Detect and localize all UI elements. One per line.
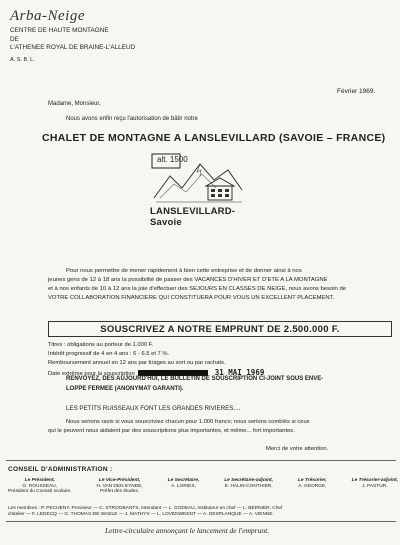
logo-altitude: alt. 1500 <box>157 155 188 164</box>
role-title: Le Trésorier, <box>297 478 327 483</box>
asbl-label: A. S. B. L. <box>10 57 35 63</box>
letter-date: Février 1969. <box>337 88 376 95</box>
board-role <box>352 478 398 495</box>
salutation: Madame, Monsieur, <box>48 101 101 107</box>
role-name: E. HALIN-CONTHIER, <box>224 483 273 489</box>
figure-caption: Lettre-circulaire annonçant le lancement de l'emprunt. <box>105 526 270 535</box>
role-name: J. PASTUR. <box>362 483 388 489</box>
role-title: Le Secrétaire-adjoint, <box>224 478 273 483</box>
instruction-line: RENVOYEZ, DES AUJOURD'HUI, LE BULLETIN DE SOUSCRIPTION CI-JOINT SOUS ENVE- <box>66 376 324 382</box>
closing-paragraph <box>48 418 388 436</box>
members-line: d'atelier — F. LEDECQ — G. THOMAS-DE WAELE — J. MATHYS — L. LOVENWEENT — A. DESPLANQUE — A. VIENNE. <box>8 511 274 517</box>
letterhead-line: L'ATHENEE ROYAL DE BRAINE-L'ALLEUD <box>10 44 136 52</box>
term-line: Remboursement annuel en 12 ans par tirages au sort ou par rachats. <box>48 360 226 366</box>
divider <box>6 460 396 461</box>
logo-name: LANSLEVILLARD-Savoie <box>150 206 236 228</box>
board-heading: CONSEIL D'ADMINISTRATION : <box>8 466 113 473</box>
role-note: Préfet des études. <box>100 489 140 495</box>
role-title: Le Trésorier-adjoint, <box>351 478 398 483</box>
letterhead-line: CENTRE DE HAUTE MONTAGNE <box>10 27 109 34</box>
role-title: Le Vice-Président, <box>98 478 141 483</box>
chalet-title: CHALET DE MONTAGNE A LANSLEVILLARD (SAVOIE – FRANCE) <box>42 132 386 144</box>
closing-line: qui le peuvent nous aidaient par des souscriptions plus importantes, et même... fort importantes. <box>48 428 295 434</box>
board-members <box>8 506 396 518</box>
role-name: A. LORIES, <box>171 483 196 489</box>
loan-terms <box>48 341 264 379</box>
paragraph-line: et à nos enfants de 10 à 12 ans la joie d'effectuer des SEJOURS EN CLASSES DE NEIGE, nous avons besoin de <box>48 286 347 292</box>
proverb: LES PETITS RUISSEAUX FONT LES GRANDES RIVIERES.... <box>66 405 241 412</box>
letterhead-lines <box>10 27 135 53</box>
members-line: Les membres : P. PECHENY, Proviseur — C. STROOBANTS, Intendant — L. GODEAU, Instituteur en chef — L. BERNIER, Chef <box>8 506 283 511</box>
term-line: Titres : obligations au porteur de 1.000 F. <box>48 342 154 348</box>
role-title: Le Président, <box>24 478 55 483</box>
lanslevillard-logo <box>150 146 245 226</box>
return-instruction <box>66 375 396 394</box>
board-role <box>96 478 142 495</box>
board-role <box>298 478 327 495</box>
paragraph-line: VOTRE COLLABORATION FINANCIERE QUI CONSTITUERA POUR VOUS UN EXCELLENT PLACEMENT. <box>48 295 335 301</box>
letterhead-line: DE <box>10 35 19 43</box>
board-role <box>168 478 199 495</box>
subscribe-banner: SOUSCRIVEZ A NOTRE EMPRUNT DE 2.500.000 F. <box>48 321 392 337</box>
brand-name: Arba-Neige <box>10 8 85 24</box>
paragraph-line: jeunes gens de 12 à 18 ans la possibilité de passer des VACANCES D'HIVER ET D'ETE A LA MONTAGNE <box>48 277 328 283</box>
closing-line: Nous serions ravis si vous souscriviez chacun pour 1.000 francs; nous serions comblés si ceux <box>66 419 310 425</box>
role-name: G. ROUSSEAU, <box>22 483 58 489</box>
instruction-line: LOPPE FERMEE (ANONYMAT GARANTI). <box>66 385 184 392</box>
deadline-stamp: 31 MAI 1969 <box>214 368 265 377</box>
deadline-label: Date extrême pour la souscription <box>48 371 135 377</box>
role-note: Président du Conseil scolaire. <box>8 489 72 495</box>
intro-text: Nous avons enfin reçu l'autorisation de bâtir notre <box>66 116 198 122</box>
thanks-line: Merci de votre attention. <box>266 446 329 452</box>
board-roles <box>8 478 398 495</box>
paragraph-line: Pour nous permettre de mener rapidement à bien cette entreprise et de donner ainsi à nos <box>66 268 302 274</box>
board-role <box>224 478 273 495</box>
role-name: A. GEORGE, <box>298 483 327 489</box>
board-role <box>8 478 71 495</box>
role-name: H. VAN DEN EYNDE, <box>96 483 143 489</box>
main-paragraph <box>48 267 388 303</box>
term-line: Intérêt progressif de 4 en 4 ans : 6 - 6.5 et 7 %. <box>48 351 170 357</box>
role-title: Le Secrétaire, <box>167 478 200 483</box>
divider <box>6 521 396 522</box>
